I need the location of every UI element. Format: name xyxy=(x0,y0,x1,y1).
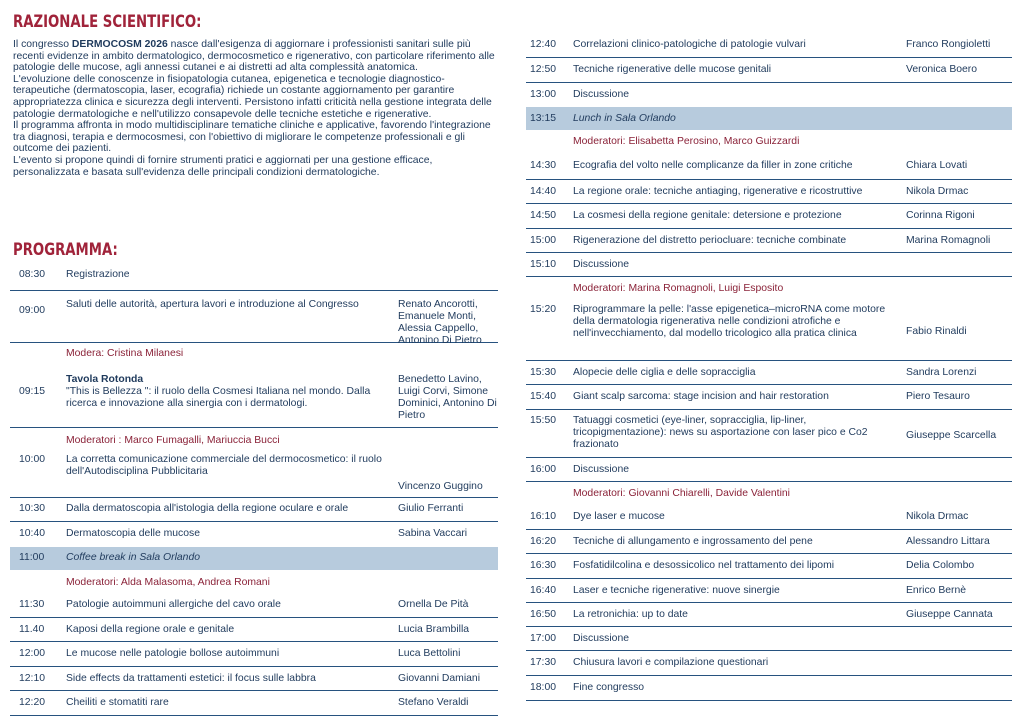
session-time: 09:00 xyxy=(19,305,46,316)
programme-row xyxy=(526,204,1012,229)
moderator-row xyxy=(526,130,1012,154)
razionale-heading: RAZIONALE SCIENTIFICO: xyxy=(13,12,202,32)
session-time: 18:00 xyxy=(530,682,557,693)
programme-right xyxy=(526,33,1012,701)
speaker: Franco Rongioletti xyxy=(906,39,991,50)
session-time: 15:40 xyxy=(530,391,557,402)
speaker: Fabio Rinaldi xyxy=(906,326,967,337)
session-title: La regione orale: tecniche antiaging, rigenerative e ricostruttive xyxy=(573,186,863,197)
speaker xyxy=(906,682,1012,700)
session-title: Discussione xyxy=(573,259,630,270)
programme-row xyxy=(10,642,498,667)
speaker xyxy=(398,269,498,290)
programme-row xyxy=(526,83,1012,107)
programme-row xyxy=(10,498,498,522)
razionale-paragraph-4: L'evento si propone quindi di fornire strumenti pratici e aggiornati per una gestione efficace, personalizzata e basata sull'evidenza delle principali condizioni dermatologiche. xyxy=(13,154,433,178)
session-title: La retronichia: up to date xyxy=(573,609,688,620)
session-time: 15:30 xyxy=(530,367,557,378)
programme-row xyxy=(10,265,498,291)
session-title: Chiusura lavori e compilazione questionari xyxy=(573,657,769,668)
session-title: Dermatoscopia delle mucose xyxy=(66,528,200,539)
session-title: Lunch in Sala Orlando xyxy=(573,113,676,124)
session-time: 15:00 xyxy=(530,235,557,246)
speaker: Sabina Vaccari xyxy=(398,528,468,539)
speaker: Alessandro Littara xyxy=(906,536,990,547)
time-empty xyxy=(526,283,573,300)
session-time: 16:00 xyxy=(530,464,557,475)
programme-row xyxy=(526,33,1012,58)
session-title: Coffee break in Sala Orlando xyxy=(66,552,201,563)
moderators: Moderatori: Giovanni Chiarelli, Davide Valentini xyxy=(573,488,790,499)
speaker: Delia Colombo xyxy=(906,560,975,571)
session-time: 14:50 xyxy=(530,210,557,221)
programme-row xyxy=(10,522,498,547)
moderators: Moderatori: Alda Malasoma, Andrea Romani xyxy=(66,577,270,588)
speaker: Vincenzo Guggino xyxy=(398,481,483,492)
session-time: 11.40 xyxy=(19,624,45,635)
session-time: 16:10 xyxy=(530,511,557,522)
session-title: Ecografia del volto nelle complicanze da filler in zone critiche xyxy=(573,160,853,171)
event-brand: DERMOCOSM 2026 xyxy=(71,39,168,50)
programme-left xyxy=(10,265,498,716)
session-title: Saluti delle autorità, apertura lavori e introduzione al Congresso xyxy=(66,299,359,310)
razionale-text xyxy=(13,39,501,178)
session-title: Kaposi della regione orale e genitale xyxy=(66,624,235,635)
speaker: Piero Tesauro xyxy=(906,391,970,402)
moderators: Modera: Cristina Milanesi xyxy=(66,348,184,359)
moderator-row xyxy=(526,482,1012,505)
programme-row xyxy=(10,291,498,346)
session-time: 12:00 xyxy=(19,648,46,659)
session-time: 13:00 xyxy=(530,89,557,100)
speaker: Corinna Rigoni xyxy=(906,210,975,221)
speaker xyxy=(906,657,1012,675)
speaker: Giuseppe Scarcella xyxy=(906,430,997,441)
session-title: Correlazioni clinico-patologiche di patologie vulvari xyxy=(573,39,806,50)
session-time: 08:30 xyxy=(19,269,46,280)
speaker: Nikola Drmac xyxy=(906,511,969,522)
speaker xyxy=(906,113,1012,130)
programme-row xyxy=(526,154,1012,180)
session-title: Laser e tecniche rigenerative: nuove sinergie xyxy=(573,585,780,596)
speaker xyxy=(906,633,1012,650)
session-time: 12:10 xyxy=(19,673,46,684)
moderators: Moderatori: Marina Romagnoli, Luigi Esposito xyxy=(573,283,784,294)
session-title-text: "This is Bellezza ": il ruolo della Cosmesi Italiana nel mondo. Dalla ricerca e innovazione alla sinergia con i dermatologi. xyxy=(66,386,371,409)
moderators: Moderatori : Marco Fumagalli, Mariuccia Bucci xyxy=(66,435,280,446)
session-time: 10:00 xyxy=(19,454,46,465)
programme-row xyxy=(10,366,498,428)
session-title: La cosmesi della regione genitale: detersione e protezione xyxy=(573,210,842,221)
speaker xyxy=(398,552,498,570)
programma-heading: PROGRAMMA: xyxy=(13,240,118,260)
session-time: 16:50 xyxy=(530,609,557,620)
programme-row xyxy=(526,300,1012,361)
speaker xyxy=(906,89,1012,107)
time-empty xyxy=(526,136,573,154)
session-time: 12:40 xyxy=(530,39,557,50)
session-title: Riprogrammare la pelle: l'asse epigenetica–microRNA come motore della dermatologia rigenerativa nelle condizioni atrofiche e nell'invecchiamento, dal modello tricologico alla pratica clinica xyxy=(573,304,886,339)
speaker: Veronica Boero xyxy=(906,64,978,75)
moderator-row xyxy=(10,343,498,366)
session-title: Rigenerazione del distretto periocluare: tecniche combinate xyxy=(573,235,847,246)
session-title: Dye laser e mucose xyxy=(573,511,665,522)
session-time: 10:40 xyxy=(19,528,46,539)
programme-row xyxy=(10,618,498,642)
programme-row xyxy=(526,627,1012,651)
session-time: 11:30 xyxy=(19,599,45,610)
session-title: Patologie autoimmuni allergiche del cavo orale xyxy=(66,599,281,610)
session-title: Dalla dermatoscopia all'istologia della regione oculare e orale xyxy=(66,503,349,514)
session-title: Fosfatidilcolina e desossicolico nel trattamento dei lipomi xyxy=(573,560,835,571)
session-title: Discussione xyxy=(573,464,630,475)
speaker: Ornella De Pità xyxy=(398,599,469,610)
programme-row xyxy=(526,229,1012,253)
session-time: 16:20 xyxy=(530,536,557,547)
session-title: Giant scalp sarcoma: stage incision and hair restoration xyxy=(573,391,829,402)
p1-post: nasce dall'esigenza di aggiornare i professionisti sanitari sulle più recenti evidenze in ambito dermatologico, dermocosmetico e rigenerativo, con particolare riferimento alle patologie delle mucose, agli annessi cutanei e ai distretti ad alta complessità anatomica. xyxy=(13,39,495,74)
programme-row xyxy=(526,58,1012,83)
session-time: 16:30 xyxy=(530,560,557,571)
moderators: Moderatori: Elisabetta Perosino, Marco Guizzardi xyxy=(573,136,800,147)
moderator-row xyxy=(526,277,1012,300)
programme-row xyxy=(10,593,498,618)
session-title: Tecniche di allungamento e ingrossamento del pene xyxy=(573,536,813,547)
session-title: Side effects da trattamenti estetici: il focus sulle labbra xyxy=(66,673,316,684)
session-time: 14:40 xyxy=(530,186,557,197)
moderator-row xyxy=(10,570,498,593)
session-time: 14:30 xyxy=(530,160,557,171)
session-time: 15:10 xyxy=(530,259,557,270)
speaker: Chiara Lovati xyxy=(906,160,968,171)
session-title: Registrazione xyxy=(66,269,130,280)
speaker xyxy=(906,259,1012,276)
razionale-paragraph-2: L'evoluzione delle conoscenze in fisiopatologia cutanea, epigenetica e tecnologie diagnostico-terapeutiche (dermatoscopia, laser, ecografia) richiede un costante aggiornamento per garantire appropriatezza clinica e sicurezza degli interventi. Persistono infatti criticità nella gestione integrata delle patologie dermatologiche e nell'utilizzo consapevole delle tecniche estetiche e rigenerative. xyxy=(13,73,492,120)
programme-row xyxy=(10,691,498,716)
speaker: Sandra Lorenzi xyxy=(906,367,977,378)
programme-row xyxy=(10,667,498,691)
speaker: Marina Romagnoli xyxy=(906,235,991,246)
programme-row xyxy=(526,579,1012,603)
session-time: 15:50 xyxy=(530,415,557,426)
speaker: Benedetto Lavino, Luigi Corvi, Simone Dominici, Antonino Di Pietro xyxy=(398,374,497,421)
time-empty xyxy=(10,435,66,450)
programme-row xyxy=(526,458,1012,482)
session-time: 17:30 xyxy=(530,657,557,668)
speaker: Luca Bettolini xyxy=(398,648,461,659)
programme-row xyxy=(526,651,1012,676)
programme-row xyxy=(526,554,1012,579)
programme-row xyxy=(526,180,1012,204)
programme-row xyxy=(10,450,498,498)
session-title: Tecniche rigenerative delle mucose genitali xyxy=(573,64,772,75)
speaker: Enrico Bernè xyxy=(906,585,967,596)
session-title: Cheiliti e stomatiti rare xyxy=(66,697,169,708)
session-time: 17:00 xyxy=(530,633,557,644)
session-title: Fine congresso xyxy=(573,682,645,693)
programme-row xyxy=(526,385,1012,410)
programme-row xyxy=(526,676,1012,701)
speaker: Giuseppe Cannata xyxy=(906,609,993,620)
session-title: Tatuaggi cosmetici (eye-liner, sopracciglia, lip-liner, tricopigmentazione): news su asportazione con laser pico e Co2 frazionato xyxy=(573,415,868,450)
speaker: Lucia Brambilla xyxy=(398,624,470,635)
session-time: 09:15 xyxy=(19,386,46,397)
session-title: La corretta comunicazione commerciale del dermocosmetico: il ruolo dell'Autodisciplina Pubblicitaria xyxy=(66,454,382,477)
session-title: Alopecie delle ciglia e delle sopracciglia xyxy=(573,367,756,378)
programme-row xyxy=(526,603,1012,627)
session-title: Discussione xyxy=(573,633,630,644)
programme-row xyxy=(526,361,1012,385)
speaker: Renato Ancorotti, Emanuele Monti, Alessia Cappello, Antonino Di Pietro xyxy=(398,299,482,346)
speaker xyxy=(906,464,1012,481)
p1-pre: Il congresso xyxy=(13,39,72,50)
time-empty xyxy=(10,348,66,366)
programme-row xyxy=(526,410,1012,458)
session-title: Discussione xyxy=(573,89,630,100)
session-time: 12:20 xyxy=(19,697,46,708)
moderator-row xyxy=(10,428,498,450)
programme-row xyxy=(10,547,498,570)
razionale-paragraph-1 xyxy=(13,39,501,74)
session-title xyxy=(66,374,398,427)
speaker: Giulio Ferranti xyxy=(398,503,464,514)
programme-row xyxy=(526,253,1012,277)
programme-row xyxy=(526,107,1012,130)
programme-row xyxy=(526,530,1012,554)
session-time: 13:15 xyxy=(530,113,557,124)
session-title: Le mucose nelle patologie bollose autoimmuni xyxy=(66,648,280,659)
session-time: 16:40 xyxy=(530,585,557,596)
speaker: Giovanni Damiani xyxy=(398,673,481,684)
time-empty xyxy=(10,577,66,593)
programme-row xyxy=(526,505,1012,530)
session-time: 10:30 xyxy=(19,503,46,514)
session-title-bold: Tavola Rotonda xyxy=(66,374,144,385)
speaker: Nikola Drmac xyxy=(906,186,969,197)
session-time: 12:50 xyxy=(530,64,557,75)
session-time: 15:20 xyxy=(530,304,557,315)
session-time: 11:00 xyxy=(19,552,45,563)
speaker: Stefano Veraldi xyxy=(398,697,469,708)
razionale-paragraph-3: Il programma affronta in modo multidisciplinare tematiche cliniche e applicative, favorendo l'integrazione tra diagnosi, terapia e dermocosmesi, con l'obiettivo di migliorare le competenze professionali e gli outcome dei pazienti. xyxy=(13,120,491,155)
time-empty xyxy=(526,488,573,505)
